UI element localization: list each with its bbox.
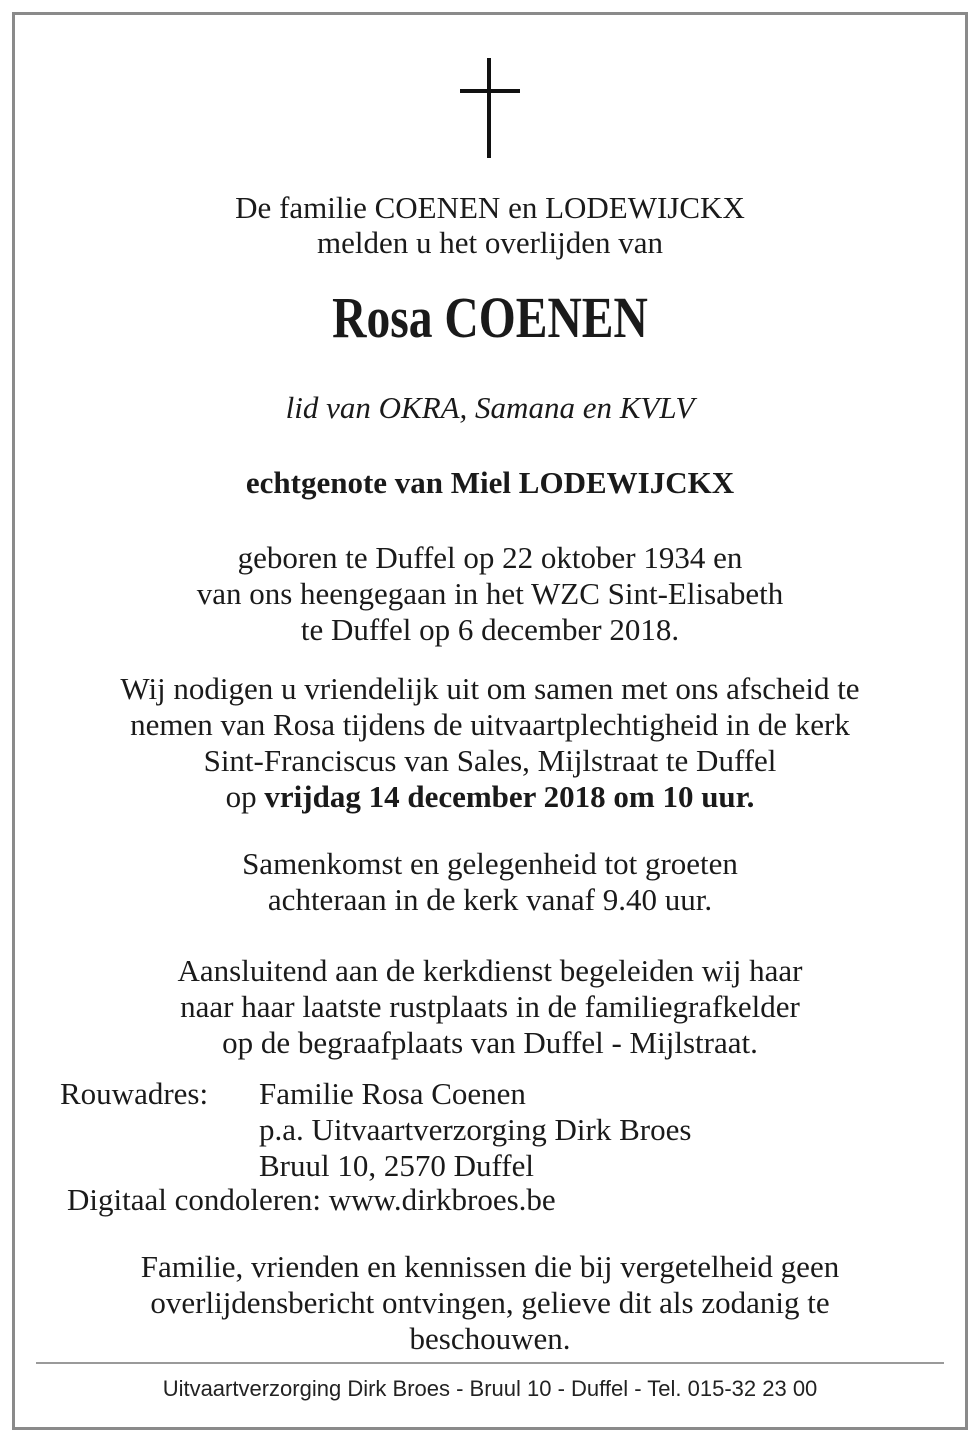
address-line-2: p.a. Uitvaartverzorging Dirk Broes (259, 1112, 692, 1147)
address-line-1: Familie Rosa Coenen (259, 1076, 526, 1111)
condolence-link[interactable]: www.dirkbroes.be (328, 1182, 556, 1217)
burial-line-1: Aansluitend aan de kerkdienst begeleiden wij haar (177, 953, 803, 988)
condolence-label: Digitaal condoleren: (67, 1182, 329, 1217)
gathering-line-2: achteraan in de kerk vanaf 9.40 uur. (267, 882, 713, 917)
birth-line-1: geboren te Duffel op 22 oktober 1934 en (237, 540, 743, 575)
cross-icon (460, 58, 520, 162)
burial-line-2: naar haar laatste rustplaats in de familiegrafkelder (180, 989, 800, 1024)
spouse-text: echtgenote van Miel LODEWIJCKX (245, 465, 735, 500)
intro-line-1: De familie COENEN en LODEWIJCKX (235, 190, 745, 225)
ceremony-line-4 (0, 779, 980, 814)
ceremony-line-1: Wij nodigen u vriendelijk uit om samen met ons afscheid te (120, 671, 860, 706)
notice-line-2: overlijdensbericht ontvingen, gelieve dit als zodanig te (150, 1285, 830, 1320)
intro-line-2: melden u het overlijden van (316, 225, 664, 260)
ceremony-date: vrijdag 14 december 2018 om 10 uur. (264, 779, 755, 814)
gathering-line-1: Samenkomst en gelegenheid tot groeten (242, 846, 738, 881)
ceremony-line-3: Sint-Franciscus van Sales, Mijlstraat te Duffel (203, 743, 777, 778)
birth-line-3: te Duffel op 6 december 2018. (300, 612, 680, 647)
spouse-line (0, 465, 980, 500)
birth-line-2: van ons heengegaan in het WZC Sint-Elisabeth (196, 576, 784, 611)
ceremony-date-prefix: op (225, 779, 265, 814)
burial-line-3: op de begraafplaats van Duffel - Mijlstraat. (222, 1025, 758, 1060)
footer-divider (36, 1362, 944, 1364)
notice-line-1: Familie, vrienden en kennissen die bij vergetelheid geen (140, 1249, 840, 1284)
address-label: Rouwadres: (60, 1076, 209, 1111)
ceremony-line-2: nemen van Rosa tijdens de uitvaartplechtigheid in de kerk (130, 707, 850, 742)
notice-line-3: beschouwen. (409, 1321, 571, 1356)
membership-line: lid van OKRA, Samana en KVLV (285, 390, 695, 425)
condolence-line (67, 1182, 556, 1218)
footer-text: Uitvaartverzorging Dirk Broes - Bruul 10 - Duffel - Tel. 015-32 23 00 (162, 1376, 818, 1401)
address-line-3: Bruul 10, 2570 Duffel (259, 1148, 534, 1183)
deceased-name: Rosa COENEN (332, 285, 648, 350)
